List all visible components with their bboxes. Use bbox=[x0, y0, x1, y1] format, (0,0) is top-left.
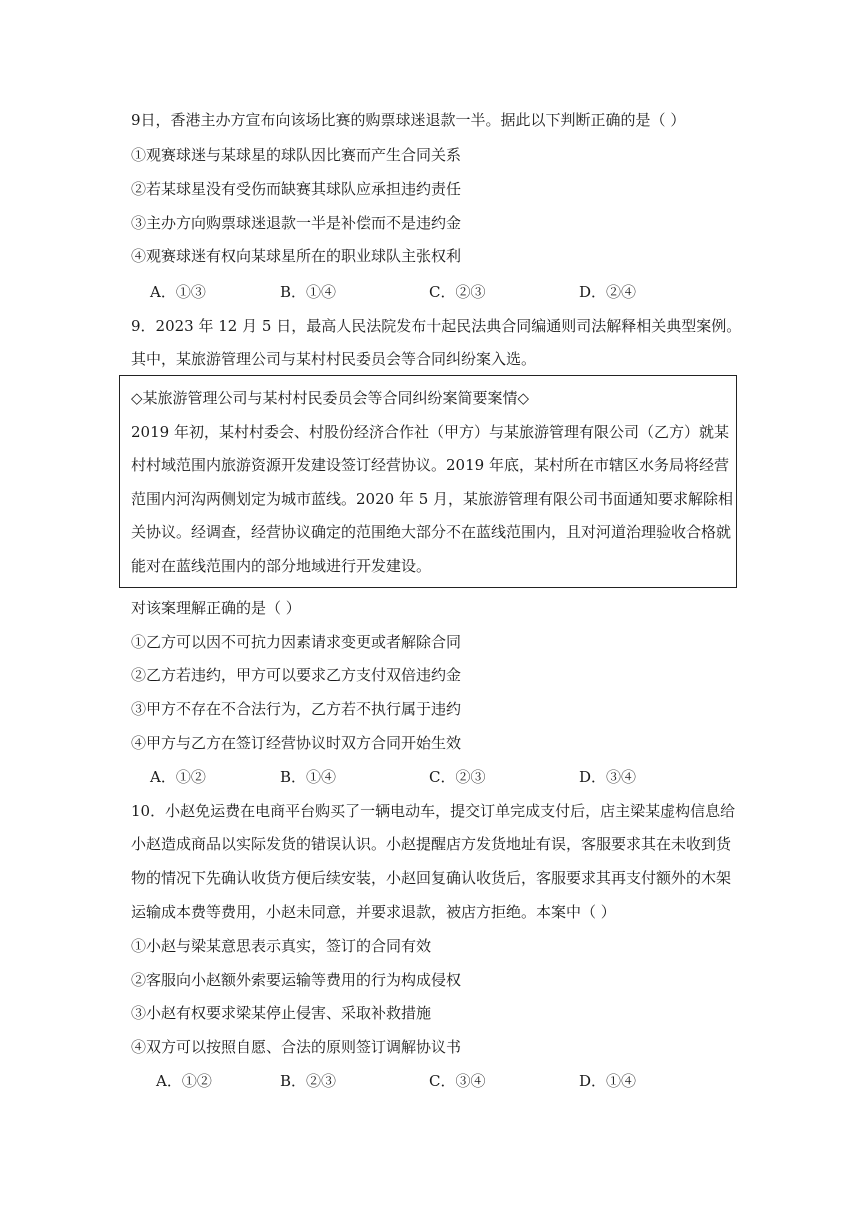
case-box-line-4: 关协议。经调查，经营协议确定的范围绝大部分不在蓝线范围内，且对河道治理验收合格就 bbox=[131, 523, 732, 541]
q10-option-c[interactable]: C．③④ bbox=[429, 1072, 486, 1090]
q8-option-c[interactable]: C．②③ bbox=[429, 283, 486, 301]
case-box-line-1: 2019 年初，某村村委会、村股份经济合作社（甲方）与某旅游管理有限公司（乙方）就某 bbox=[131, 423, 729, 441]
q10-stem-line-3: 物的情况下先确认收货方便后续安装，小赵回复确认收货后，客服要求其再支付额外的木架 bbox=[131, 869, 732, 887]
q9-option-b[interactable]: B．①④ bbox=[280, 768, 337, 786]
q9-item-1: ①乙方可以因不可抗力因素请求变更或者解除合同 bbox=[131, 633, 462, 651]
q10-item-3: ③小赵有权要求梁某停止侵害、采取补救措施 bbox=[131, 1004, 432, 1022]
q8-item-2: ②若某球星没有受伤而缺赛其球队应承担违约责任 bbox=[131, 180, 462, 198]
q9-option-d[interactable]: D．③④ bbox=[579, 768, 637, 786]
q8-option-d[interactable]: D．②④ bbox=[579, 283, 637, 301]
q8-item-1: ①观赛球迷与某球星的球队因比赛而产生合同关系 bbox=[131, 146, 462, 164]
q8-option-b[interactable]: B．①④ bbox=[280, 283, 337, 301]
q10-stem-line-2: 小赵造成商品以实际发货的错误认识。小赵提醒店方发货地址有误，客服要求其在未收到货 bbox=[131, 835, 732, 853]
q9-options bbox=[150, 767, 750, 787]
q9-stem-line-2: 其中，某旅游管理公司与某村村民委员会等合同纠纷案入选。 bbox=[131, 350, 537, 368]
q9-option-c[interactable]: C．②③ bbox=[429, 768, 486, 786]
case-box-line-2: 村村域范围内旅游资源开发建设签订经营协议。2019 年底，某村所在市辖区水务局将经营 bbox=[131, 456, 729, 474]
q10-option-a[interactable]: A．①② bbox=[156, 1072, 212, 1090]
q10-option-d[interactable]: D．①④ bbox=[579, 1072, 637, 1090]
q10-item-1: ①小赵与梁某意思表示真实，签订的合同有效 bbox=[131, 937, 432, 955]
case-box-line-5: 能对在蓝线范围内的部分地域进行开发建设。 bbox=[131, 557, 432, 575]
q9-question: 对该案理解正确的是（ ） bbox=[131, 599, 301, 617]
q9-item-2: ②乙方若违约，甲方可以要求乙方支付双倍违约金 bbox=[131, 666, 462, 684]
q10-stem-line-1: 10．小赵免运费在电商平台购买了一辆电动车，提交订单完成支付后，店主梁某虚构信息给 bbox=[131, 802, 736, 820]
q8-options bbox=[150, 282, 750, 302]
q9-option-a[interactable]: A．①② bbox=[150, 768, 206, 786]
q9-case-box bbox=[119, 375, 737, 588]
q8-item-3: ③主办方向购票球迷退款一半是补偿而不是违约金 bbox=[131, 214, 462, 232]
q8-option-a[interactable]: A．①③ bbox=[150, 283, 206, 301]
q10-options bbox=[156, 1071, 756, 1091]
q8-stem-tail: 9日，香港主办方宣布向该场比赛的购票球迷退款一半。据此以下判断正确的是（ ） bbox=[131, 111, 686, 129]
q9-item-4: ④甲方与乙方在签订经营协议时双方合同开始生效 bbox=[131, 734, 462, 752]
case-box-line-3: 范围内河沟两侧划定为城市蓝线。2020 年 5 月，某旅游管理有限公司书面通知要求解除相 bbox=[131, 490, 734, 508]
q9-item-3: ③甲方不存在不合法行为，乙方若不执行属于违约 bbox=[131, 700, 462, 718]
q10-stem-line-4: 运输成本费等费用，小赵未同意，并要求退款，被店方拒绝。本案中（ ） bbox=[131, 903, 616, 921]
q10-option-b[interactable]: B．②③ bbox=[280, 1072, 337, 1090]
q10-item-4: ④双方可以按照自愿、合法的原则签订调解协议书 bbox=[131, 1038, 462, 1056]
q10-item-2: ②客服向小赵额外索要运输等费用的行为构成侵权 bbox=[131, 971, 462, 989]
q8-item-4: ④观赛球迷有权向某球星所在的职业球队主张权利 bbox=[131, 247, 462, 265]
q9-stem-line-1: 9．2023 年 12 月 5 日，最高人民法院发布十起民法典合同编通则司法解释相关典型案例。 bbox=[131, 317, 742, 335]
case-box-title: ◇某旅游管理公司与某村村民委员会等合同纠纷案简要案情◇ bbox=[131, 389, 530, 407]
